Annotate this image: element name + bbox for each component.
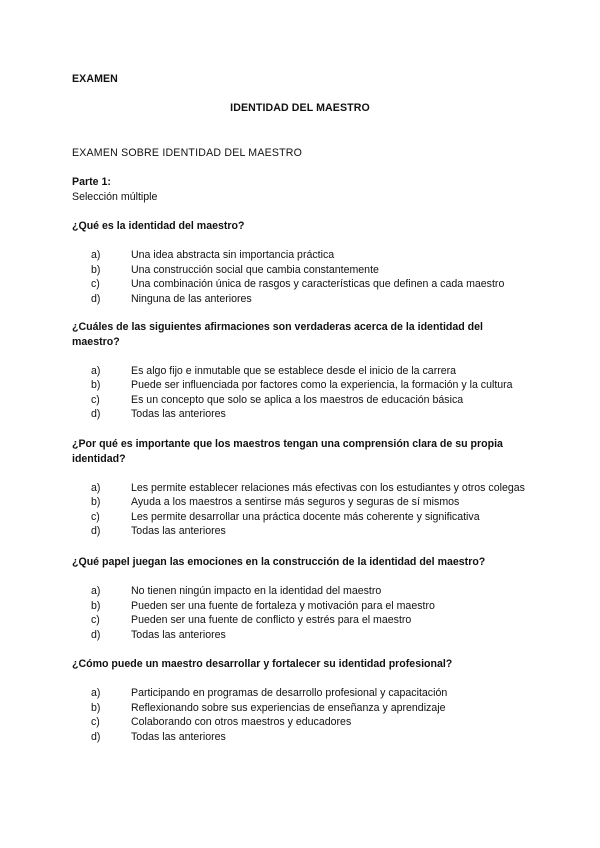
option-letter: d) (91, 525, 101, 538)
option-item (91, 495, 532, 510)
question-text: ¿Cómo puede un maestro desarrollar y fortalecer su identidad profesional? (72, 658, 453, 670)
option-text: Una construcción social que cambia constantemente (131, 263, 379, 276)
option-item (91, 510, 532, 525)
question-text: ¿Qué es la identidad del maestro? (72, 220, 245, 232)
option-text: Pueden ser una fuente de conflicto y estrés para el maestro (131, 614, 412, 627)
question-2 (72, 320, 532, 422)
option-item (91, 248, 532, 263)
option-text: Les permite desarrollar una práctica docente más coherente y significativa (131, 510, 480, 523)
option-text: Una idea abstracta sin importancia práctica (131, 249, 335, 262)
option-item (91, 277, 532, 292)
option-text: Les permite establecer relaciones más efectivas con los estudiantes y otros colegas (131, 481, 525, 494)
option-item (91, 524, 532, 539)
document-title: IDENTIDAD DEL MAESTRO (230, 102, 370, 114)
option-text: Colaborando con otros maestros y educadores (131, 716, 352, 729)
option-letter: b) (91, 379, 101, 392)
option-text: Todas las anteriores (131, 525, 226, 538)
option-letter: d) (91, 292, 101, 305)
option-letter: a) (91, 481, 101, 494)
option-item (91, 481, 532, 496)
option-text: Todas las anteriores (131, 408, 226, 421)
question-3 (72, 437, 532, 539)
part-type: Selección múltiple (72, 191, 158, 203)
option-item (91, 407, 532, 422)
option-letter: b) (91, 599, 101, 612)
option-item (91, 263, 532, 278)
option-item (91, 378, 532, 393)
document-label: EXAMEN (72, 73, 118, 85)
option-text: Reflexionando sobre sus experiencias de enseñanza y aprendizaje (131, 701, 446, 714)
option-text: No tienen ningún impacto en la identidad del maestro (131, 585, 382, 598)
option-text: Participando en programas de desarrollo profesional y capacitación (131, 687, 448, 700)
option-item (91, 715, 532, 730)
question-5 (72, 657, 532, 744)
option-letter: a) (91, 585, 101, 598)
option-letter: c) (91, 393, 100, 406)
question-text: ¿Qué papel juegan las emociones en la construcción de la identidad del maestro? (72, 556, 486, 568)
option-list (72, 686, 532, 744)
option-item (91, 584, 532, 599)
question-4 (72, 555, 532, 642)
option-text: Es algo fijo e inmutable que se establece desde el inicio de la carrera (131, 364, 457, 377)
document-subtitle: EXAMEN SOBRE IDENTIDAD DEL MAESTRO (72, 147, 303, 159)
option-letter: c) (91, 278, 100, 291)
option-text: Ayuda a los maestros a sentirse más seguros y seguras de sí mismos (131, 496, 460, 509)
option-letter: d) (91, 628, 101, 641)
option-letter: c) (91, 614, 100, 627)
option-item (91, 599, 532, 614)
question-1 (72, 219, 532, 306)
option-list (72, 481, 532, 539)
option-item (91, 701, 532, 716)
option-item (91, 292, 532, 307)
part-heading: Parte 1: (72, 176, 111, 188)
option-text: Puede ser influenciada por factores como la experiencia, la formación y la cultura (131, 379, 513, 392)
option-letter: c) (91, 716, 100, 729)
option-list (72, 364, 532, 422)
option-text: Pueden ser una fuente de fortaleza y motivación para el maestro (131, 599, 435, 612)
option-item (91, 686, 532, 701)
option-item (91, 613, 532, 628)
option-letter: b) (91, 496, 101, 509)
option-letter: c) (91, 510, 100, 523)
option-letter: b) (91, 263, 101, 276)
option-item (91, 730, 532, 745)
option-letter: d) (91, 730, 101, 743)
option-text: Es un concepto que solo se aplica a los maestros de educación básica (131, 393, 464, 406)
option-text: Todas las anteriores (131, 628, 226, 641)
option-letter: a) (91, 249, 101, 262)
question-text: ¿Por qué es importante que los maestros tengan una comprensión clara de su propia identidad? (72, 438, 503, 465)
question-text: ¿Cuáles de las siguientes afirmaciones son verdaderas acerca de la identidad del maestro? (72, 321, 483, 348)
option-letter: a) (91, 364, 101, 377)
option-text: Todas las anteriores (131, 730, 226, 743)
option-letter: a) (91, 687, 101, 700)
option-item (91, 364, 532, 379)
option-text: Ninguna de las anteriores (131, 292, 252, 305)
option-list (72, 584, 532, 642)
option-text: Una combinación única de rasgos y características que definen a cada maestro (131, 278, 505, 291)
option-item (91, 628, 532, 643)
option-list (72, 248, 532, 306)
option-letter: b) (91, 701, 101, 714)
option-item (91, 393, 532, 408)
option-letter: d) (91, 408, 101, 421)
